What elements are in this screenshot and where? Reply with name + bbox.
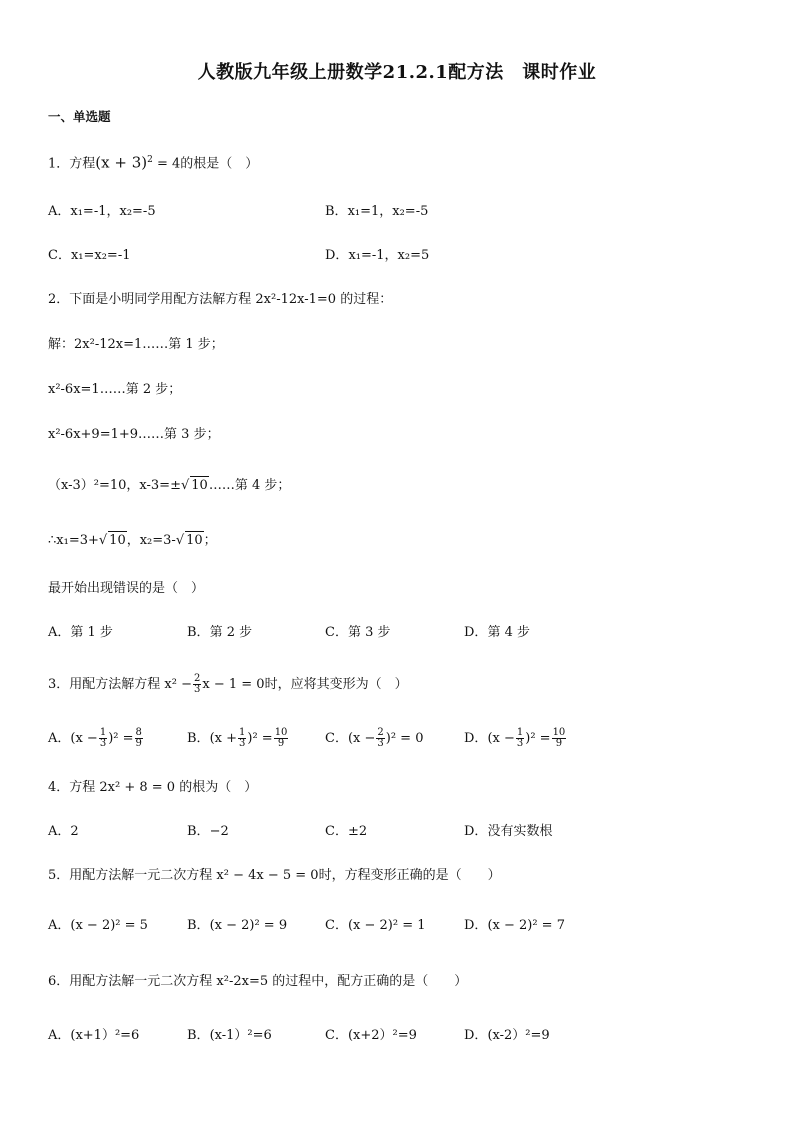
q2-step-1: 解：2x²-12x=1……第 1 步； bbox=[48, 337, 224, 352]
q5-option-c[interactable]: C．(x − 2)² = 1 bbox=[325, 918, 426, 933]
q1-exponent: 2 bbox=[147, 155, 153, 165]
question-6-stem: 6．用配方法解一元二次方程 x²-2x=5 的过程中，配方正确的是（ ） bbox=[48, 974, 468, 989]
q4-option-c[interactable]: C．±2 bbox=[325, 824, 368, 839]
q1-equation: (x + 3) bbox=[95, 153, 148, 172]
question-4-stem: 4．方程 2x² + 8 = 0 的根为（ ） bbox=[48, 780, 258, 795]
q2-option-c[interactable]: C．第 3 步 bbox=[325, 625, 391, 640]
question-3-stem: 3．用配方法解方程 x² − $\frac{2}{3}$ x − 1 = 0时，应将其变形为（ ） bbox=[48, 673, 408, 695]
q6-option-a[interactable]: A．(x+1）²=6 bbox=[48, 1028, 140, 1043]
q6-option-c[interactable]: C．(x+2）²=9 bbox=[325, 1028, 417, 1043]
q2-option-d[interactable]: D．第 4 步 bbox=[464, 625, 530, 640]
q2-conclusion: ∴x₁=3+√ 10，x₂=3-√ 10； bbox=[48, 533, 217, 548]
q3-option-d[interactable]: D．(x − $\frac{1}{3}$ )² = $\frac{10}{9}$ bbox=[464, 727, 566, 749]
question-2-stem: 2．下面是小明同学用配方法解方程 2x²-12x-1=0 的过程： bbox=[48, 292, 393, 307]
sqrt-10: 10 bbox=[191, 478, 208, 493]
q3-option-b[interactable]: B．(x + $\frac{1}{3}$ )² = $\frac{10}{9}$ bbox=[187, 727, 288, 749]
q6-option-b[interactable]: B．(x-1）²=6 bbox=[187, 1028, 272, 1043]
page-title: 人教版九年级上册数学21.2.1配方法 课时作业 bbox=[197, 62, 597, 83]
question-1-stem bbox=[48, 151, 258, 173]
q4-option-d[interactable]: D．没有实数根 bbox=[464, 824, 553, 839]
q2-step-2: x²-6x=1……第 2 步； bbox=[48, 382, 182, 397]
q1-suffix: 的根是（ ） bbox=[180, 156, 259, 172]
q3-option-c[interactable]: C．(x − $\frac{2}{3}$ )² = 0 bbox=[325, 727, 424, 749]
q2-option-b[interactable]: B．第 2 步 bbox=[187, 625, 253, 640]
q2-step-3: x²-6x+9=1+9……第 3 步； bbox=[48, 427, 220, 442]
q1-option-c[interactable]: C．x₁=x₂=-1 bbox=[48, 248, 131, 263]
q4-option-b[interactable]: B．−2 bbox=[187, 824, 229, 839]
question-5-stem: 5．用配方法解一元二次方程 x² − 4x − 5 = 0时，方程变形正确的是（ ） bbox=[48, 868, 501, 883]
q4-option-a[interactable]: A．2 bbox=[48, 824, 79, 839]
q5-option-b[interactable]: B．(x − 2)² = 9 bbox=[187, 918, 288, 933]
q2-step-4: （x-3）²=10，x-3=±√ 10……第 4 步； bbox=[48, 478, 291, 493]
q5-option-d[interactable]: D．(x − 2)² = 7 bbox=[464, 918, 565, 933]
q1-rhs: = 4 bbox=[152, 156, 181, 172]
q1-option-b[interactable]: B．x₁=1，x₂=-5 bbox=[325, 204, 429, 219]
section-heading: 一、单选题 bbox=[48, 109, 111, 124]
q5-option-a[interactable]: A．(x − 2)² = 5 bbox=[48, 918, 148, 933]
q6-option-d[interactable]: D．(x-2）²=9 bbox=[464, 1028, 550, 1043]
q1-prefix: 1．方程 bbox=[48, 156, 96, 172]
q1-option-a[interactable]: A．x₁=-1，x₂=-5 bbox=[48, 204, 156, 219]
q3-fraction: $\frac{2}{3}$ bbox=[193, 673, 201, 695]
q3-option-a[interactable]: A．(x − $\frac{1}{3}$ )² = $\frac{8}{9}$ bbox=[48, 727, 142, 749]
q1-option-d[interactable]: D．x₁=-1，x₂=5 bbox=[325, 248, 430, 263]
q2-ask: 最开始出现错误的是（ ） bbox=[48, 581, 205, 596]
q2-option-a[interactable]: A．第 1 步 bbox=[48, 625, 113, 640]
